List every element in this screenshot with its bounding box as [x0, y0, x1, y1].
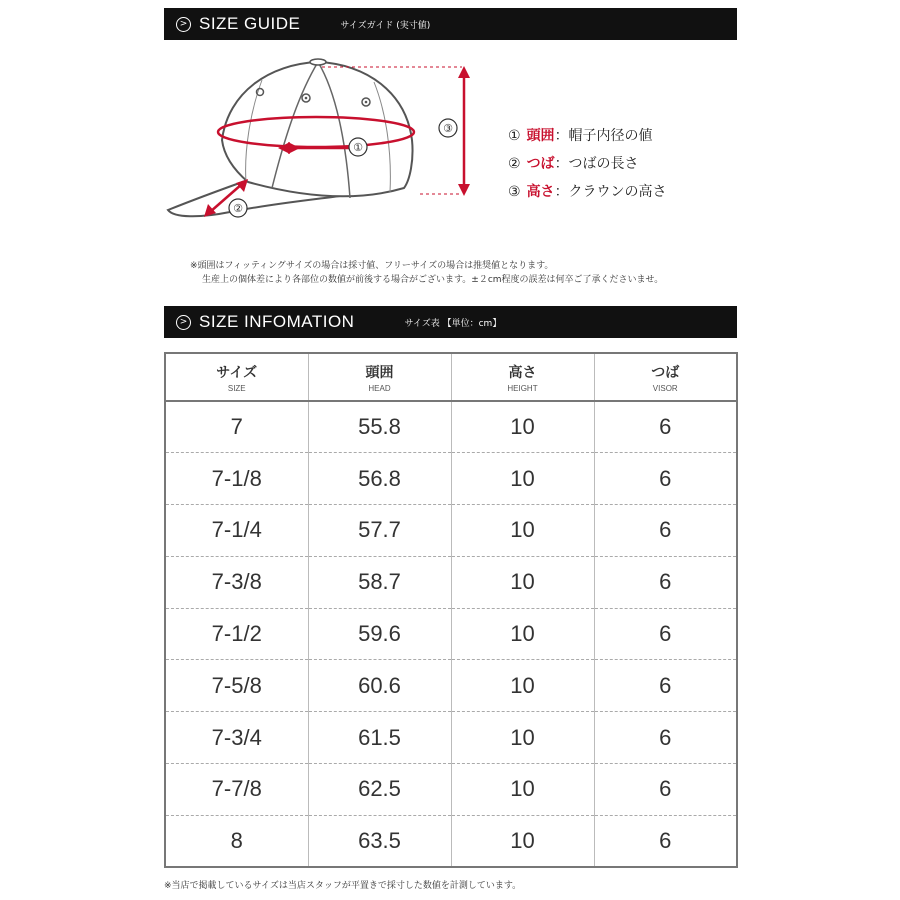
size-info-title: SIZE INFOMATION — [199, 312, 355, 331]
size-guide-title: SIZE GUIDE — [199, 14, 301, 33]
height-arrow-up-icon — [458, 66, 470, 78]
circle-chevron-right-icon: > — [176, 17, 191, 32]
column-header-visor: つば VISOR — [594, 353, 737, 401]
cell-visor: 6 — [594, 556, 737, 608]
cell-head: 62.5 — [308, 764, 451, 816]
table-row — [165, 556, 737, 608]
cell-height: 10 — [451, 815, 594, 867]
table-header-row — [165, 353, 737, 401]
cell-head: 55.8 — [308, 401, 451, 453]
cell-height: 10 — [451, 660, 594, 712]
table-row — [165, 505, 737, 557]
column-header-head: 頭囲 HEAD — [308, 353, 451, 401]
marker-3-label: ③ — [443, 122, 453, 135]
cap-eyelet — [365, 101, 368, 104]
legend-item-visor: ② つば：つばの長さ — [508, 156, 639, 172]
table-row — [165, 764, 737, 816]
cell-head: 57.7 — [308, 505, 451, 557]
measurement-legend — [508, 122, 667, 206]
cap-crown-shape — [222, 62, 413, 196]
legend-item-head: ① 頭囲：帽子内径の値 — [508, 128, 653, 144]
cell-size: 7-3/4 — [165, 712, 308, 764]
cell-size: 8 — [165, 815, 308, 867]
table-row — [165, 660, 737, 712]
cell-height: 10 — [451, 712, 594, 764]
cell-visor: 6 — [659, 828, 672, 854]
cell-head: 59.6 — [308, 608, 451, 660]
size-guide-header — [164, 8, 737, 40]
cell-size: 7-7/8 — [165, 764, 308, 816]
size-info-header — [164, 306, 737, 338]
table-row — [165, 608, 737, 660]
footer-note: ※当店で掲載しているサイズは当店スタッフが平置きで採寸した数値を計測しています。 — [164, 881, 522, 891]
cell-head: 58.7 — [308, 556, 451, 608]
cell-head: 61.5 — [308, 712, 451, 764]
cell-visor: 6 — [594, 660, 737, 712]
cell-visor: 6 — [594, 453, 737, 505]
marker-1-label: ① — [353, 141, 363, 154]
column-header-size: サイズ SIZE — [165, 353, 308, 401]
cell-height: 10 — [451, 401, 594, 453]
size-table — [164, 352, 738, 868]
cap-button-shape — [310, 59, 326, 65]
cap-diagram — [160, 52, 480, 252]
cell-size: 7-1/2 — [165, 608, 308, 660]
table-row — [165, 712, 737, 764]
cell-head: 60.6 — [308, 660, 451, 712]
height-arrow-down-icon — [458, 184, 470, 196]
cell-height: 10 — [451, 608, 594, 660]
cell-size: 7-3/8 — [165, 556, 308, 608]
cell-size: 7-5/8 — [165, 660, 308, 712]
cell-size: 7-1/8 — [165, 453, 308, 505]
cell-size: 7-1/4 — [165, 505, 308, 557]
cell-height: 10 — [451, 505, 594, 557]
cell-visor: 6 — [594, 712, 737, 764]
cell-height: 10 — [451, 764, 594, 816]
table-row — [165, 453, 737, 505]
cell-head: 56.8 — [308, 453, 451, 505]
cell-visor: 6 — [594, 764, 737, 816]
measurement-note: ※頭囲はフィッティングサイズの場合は採寸値、フリーサイズの場合は推奨値となります。 生産上の個体差により各部位の数値が前後する場合がございます。±２cm程度の誤差は何卒ご了承くださいませ。 — [190, 261, 664, 285]
cell-size: 7 — [165, 401, 308, 453]
size-guide-subtitle: サイズガイド (実寸値) — [340, 20, 431, 31]
cell-visor: 6 — [594, 505, 737, 557]
cell-visor: 6 — [594, 401, 737, 453]
cap-eyelet — [305, 97, 308, 100]
cell-visor: 6 — [594, 608, 737, 660]
cell-height: 10 — [451, 453, 594, 505]
cell-head: 63.5 — [308, 815, 451, 867]
marker-2-label: ② — [233, 202, 243, 215]
legend-item-height: ③ 高さ：クラウンの高さ — [508, 184, 667, 200]
cell-height: 10 — [451, 556, 594, 608]
table-row — [165, 815, 737, 867]
circle-chevron-right-icon: > — [176, 315, 191, 330]
table-row — [165, 401, 737, 453]
size-info-subtitle: サイズ表 【単位：cm】 — [404, 318, 502, 329]
column-header-height: 高さ HEIGHT — [451, 353, 594, 401]
